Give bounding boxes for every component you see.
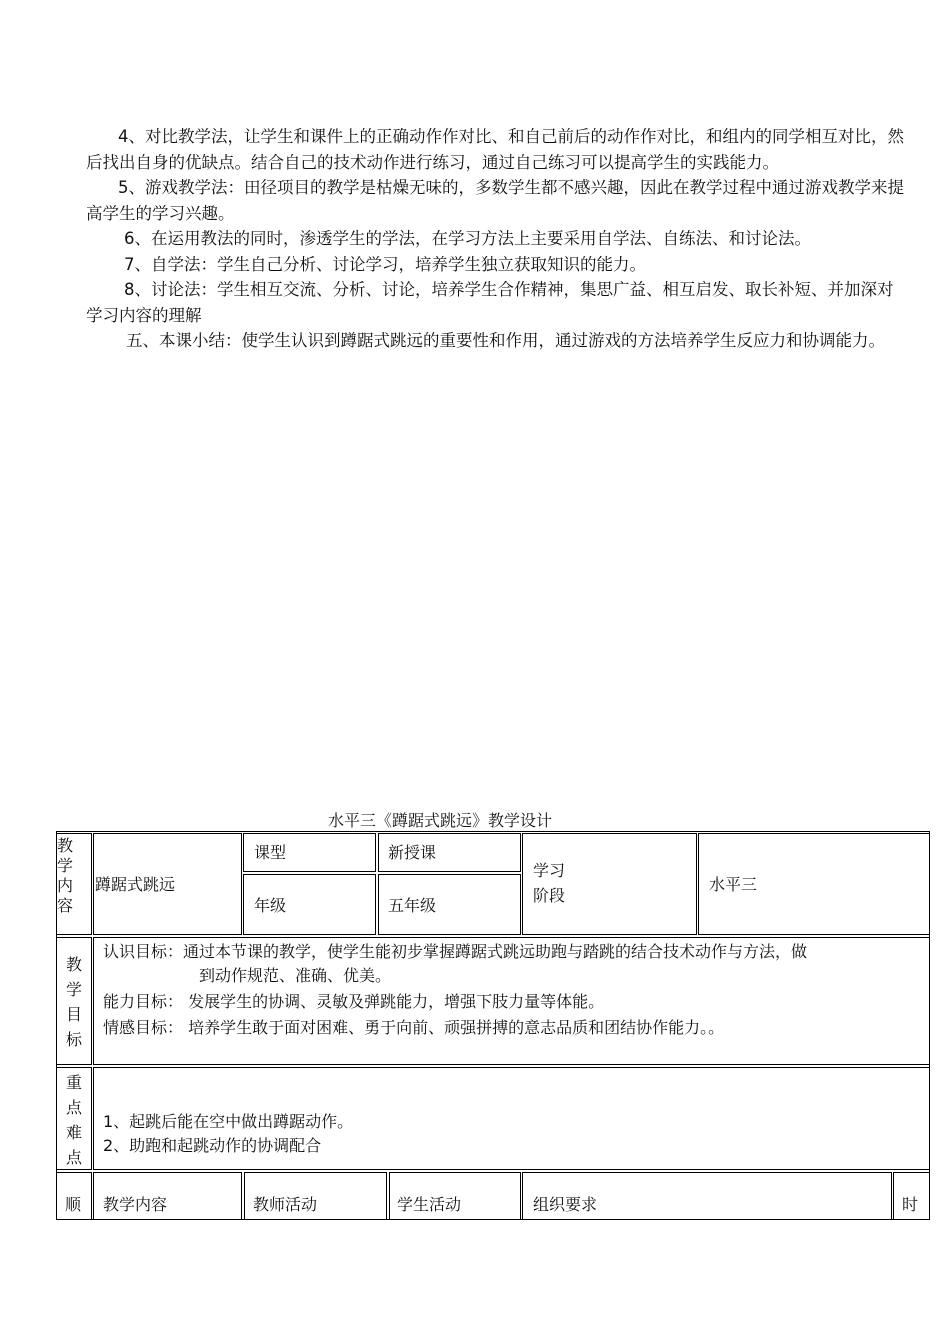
key-point-2: 2、助跑和起跳动作的协调配合 (103, 1136, 322, 1155)
cognitive-goal-line2: 到动作规范、准确、优美。 (199, 966, 392, 985)
col-student-activity: 学生活动 (397, 1195, 462, 1214)
paragraph-method-5: 5、游戏教学法：田径项目的教学是枯燥无味的，多数学生都不感兴趣，因此在教学过程中通过游戏教学来提高学生的学习兴趣。 (86, 178, 904, 223)
paragraph-method-4: 4、对比教学法，让学生和课件上的正确动作作对比、和自己前后的动作作对比，和组内的同学相互对比，然后找出自身的优缺点。结合自己的技术动作进行练习，通过自己练习可以提高学生的实践能力。 (86, 127, 904, 172)
col-organization: 组织要求 (533, 1195, 598, 1214)
col-order: 顺 (65, 1195, 82, 1214)
emotion-goal: 情感目标： 培养学生敢于面对困难、勇于向前、顽强拼搏的意志品质和团结协作能力。。 (103, 1018, 725, 1037)
paragraph-summary: 五、本课小结：使学生认识到蹲踞式跳远的重要性和作用，通过游戏的方法培养学生反应力和协调能力。 (126, 331, 885, 350)
col-teaching-content: 教学内容 (103, 1195, 168, 1214)
row1-content: 蹲踞式跳远 (95, 875, 176, 894)
col-teacher-activity: 教师活动 (253, 1195, 318, 1214)
row3-label: 重点难点 (66, 1073, 83, 1167)
design-title: 水平三《蹲踞式跳远》教学设计 (327, 811, 552, 830)
col-time: 时 (902, 1195, 919, 1214)
row1-label: 教学内容 (57, 836, 74, 915)
key-point-1: 1、起跳后能在空中做出蹲踞动作。 (103, 1112, 354, 1131)
stage-label-line1: 学习 (533, 861, 566, 880)
stage-label-line2: 阶段 (533, 886, 566, 905)
course-type-value: 新授课 (388, 843, 437, 862)
stage-value: 水平三 (709, 875, 758, 894)
paragraph-method-7: 7、自学法：学生自己分析、讨论学习，培养学生独立获取知识的能力。 (124, 254, 646, 274)
body-text (86, 124, 908, 354)
paragraph-method-6: 6、在运用教法的同时，渗透学生的学法，在学习方法上主要采用自学法、自练法、和讨论法。 (124, 229, 811, 248)
course-type-label: 课型 (254, 843, 287, 862)
ability-goal: 能力目标： 发展学生的协调、灵敏及弹跳能力，增强下肢力量等体能。 (103, 992, 605, 1011)
grade-label: 年级 (254, 896, 287, 915)
paragraph-method-8: 8、讨论法：学生相互交流、分析、讨论，培养学生合作精神，集思广益、相互启发、取长补短、并加深对学习内容的理解 (86, 280, 894, 325)
row2-label: 教学目标 (66, 955, 83, 1049)
cognitive-goal-line1: 认识目标：通过本节课的教学，使学生能初步掌握蹲踞式跳远助跑与踏跳的结合技术动作与方法，做 (103, 942, 808, 961)
grade-value: 五年级 (388, 896, 437, 915)
